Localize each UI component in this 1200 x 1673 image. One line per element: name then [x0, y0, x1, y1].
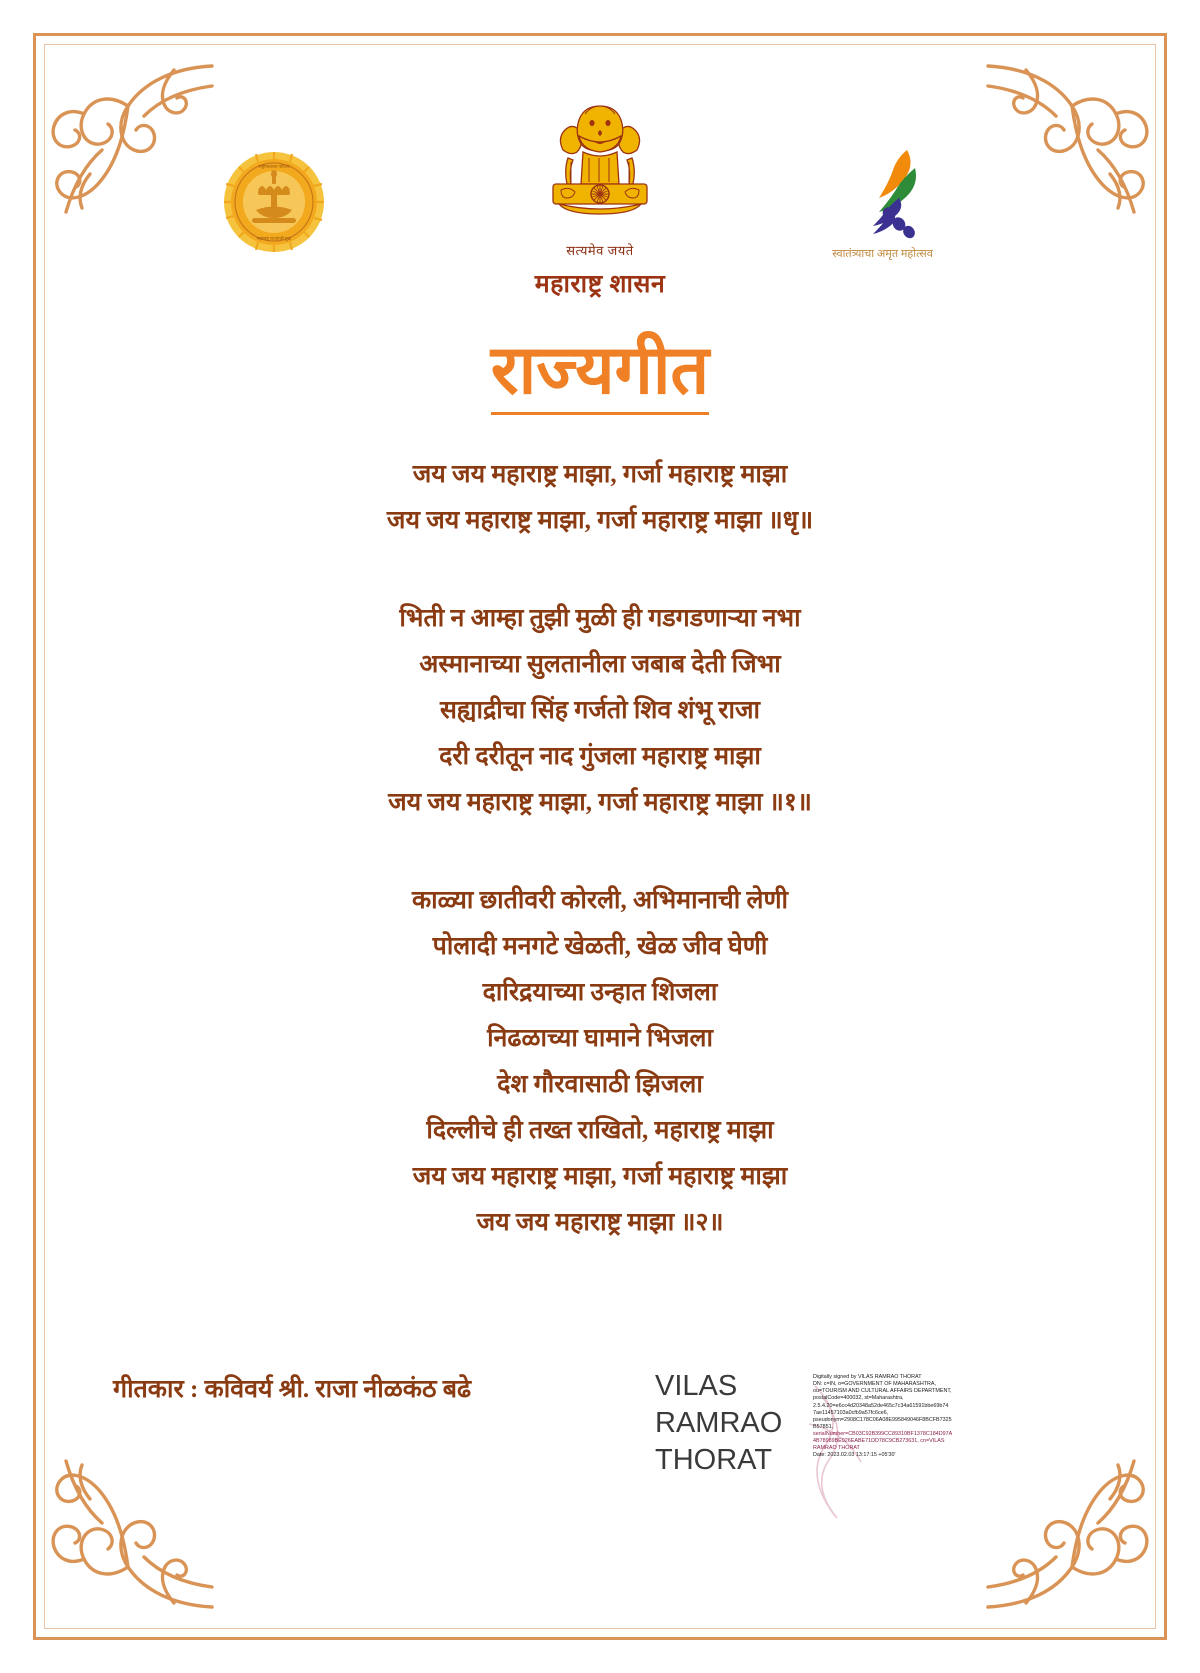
emblem-motto: सत्यमेव जयते — [566, 243, 634, 258]
lyric-line: अस्मानाच्या सुलतानीला जबाब देती जिभा — [419, 651, 781, 678]
signature-detail-line: 2.5.4.20=e6cc4d20348a52de465c7c34a61591bbe69b74 — [813, 1402, 949, 1409]
lyric-line: सह्याद्रीचा सिंह गर्जतो शिव शंभू राजा — [439, 697, 761, 724]
government-emblem-block — [0, 92, 1200, 300]
stanza-gap — [0, 836, 1200, 888]
lyric-line: जय जय महाराष्ट्र माझा, गर्जा महाराष्ट्र माझा — [412, 1163, 788, 1190]
government-name: महाराष्ट्र शासन — [534, 271, 666, 298]
amrit-mahotsav-caption: स्वातंत्र्याचा अमृत महोत्सव — [832, 248, 933, 260]
signature-detail-line: B57851, — [813, 1423, 834, 1430]
digital-signature-details — [813, 1374, 985, 1460]
lyrics-container — [0, 462, 1200, 1256]
signature-detail-line: ou=TOURISM AND CULTURAL AFFAIRS DEPARTMENT, — [813, 1388, 952, 1395]
signature-detail-line: 7ae11457103a0cfb9a57fc6ce6, — [813, 1409, 889, 1416]
signature-detail-line: DN: c=IN, o=GOVERNMENT OF MAHARASHTRA, — [813, 1381, 937, 1388]
lyric-line: देश गौरवासाठी झिजला — [497, 1071, 703, 1098]
lyric-line: दारिद्रयाच्या उन्हात शिजला — [482, 979, 718, 1006]
page-title-container — [0, 332, 1200, 415]
lyric-line: जय जय महाराष्ट्र माझा, गर्जा महाराष्ट्र माझा ॥१॥ — [388, 789, 812, 816]
signature-detail-line: pseudonym=2908C178C06A08E995849046F8BCFB7325 — [813, 1416, 952, 1423]
signature-name-line: VILAS — [655, 1370, 738, 1402]
svg-text:महाराष्ट्र राज्याची मुद्रा: महाराष्ट्र राज्याची मुद्रा — [256, 236, 292, 241]
lyric-line: दिल्लीचे ही तख्त राखितो, महाराष्ट्र माझा — [426, 1117, 774, 1144]
svg-text:राष्ट्रीयत्वाचा परिचय: राष्ट्रीयत्वाचा परिचय — [258, 164, 290, 169]
signature-detail-line: serialNumber=CB03C92B399CC89310BF1378C184D97A — [813, 1431, 953, 1437]
lyric-line: जय जय महाराष्ट्र माझा, गर्जा महाराष्ट्र माझा — [412, 461, 788, 488]
header-logos — [0, 92, 1200, 298]
lyric-line: भिती न आम्हा तुझी मुळी ही गडगडणाऱ्या नभा — [399, 605, 801, 632]
signature-detail-line: RAMRAO THORAT — [813, 1445, 860, 1452]
signature-detail-line: Date: 2023.02.03 13:17:15 +05'30' — [813, 1452, 896, 1459]
signature-name-line: THORAT — [655, 1444, 773, 1477]
lyric-line: जय जय महाराष्ट्र माझा ॥२॥ — [476, 1209, 724, 1236]
lyric-line: निढळाच्या घामाने भिजला — [487, 1025, 713, 1052]
signature-detail-line: 4B78989BE926EABE71DD78C9CB273631, cn=VILAS — [813, 1438, 945, 1445]
ashoka-lion-capital-icon — [537, 92, 663, 240]
lyric-line: काळ्या छातीवरी कोरली, अभिमानाची लेणी — [411, 887, 789, 914]
lyric-line: पोलादी मनगटे खेळती, खेळ जीव घेणी — [432, 933, 768, 960]
digital-signature-name — [655, 1368, 795, 1479]
amrit-mahotsav-logo-block — [795, 144, 970, 261]
poet-credit: गीतकार : कविवर्य श्री. राजा नीळकंठ बढे — [113, 1376, 472, 1403]
lyric-line: जय जय महाराष्ट्र माझा, गर्जा महाराष्ट्र माझा ॥धृ॥ — [386, 507, 814, 534]
stanza-gap — [0, 554, 1200, 606]
signature-name-line: RAMRAO — [655, 1407, 783, 1440]
amrit-mahotsav-flame-icon — [837, 144, 929, 242]
signature-detail-line: postalCode=400032, st=Maharashtra, — [813, 1395, 904, 1402]
page-title: राज्यगीत — [491, 336, 709, 415]
lyric-line: दरी दरीतून नाद गुंजला महाराष्ट्र माझा — [439, 743, 761, 770]
signature-detail-line: Digitally signed by VILAS RAMRAO THORAT — [813, 1374, 922, 1380]
